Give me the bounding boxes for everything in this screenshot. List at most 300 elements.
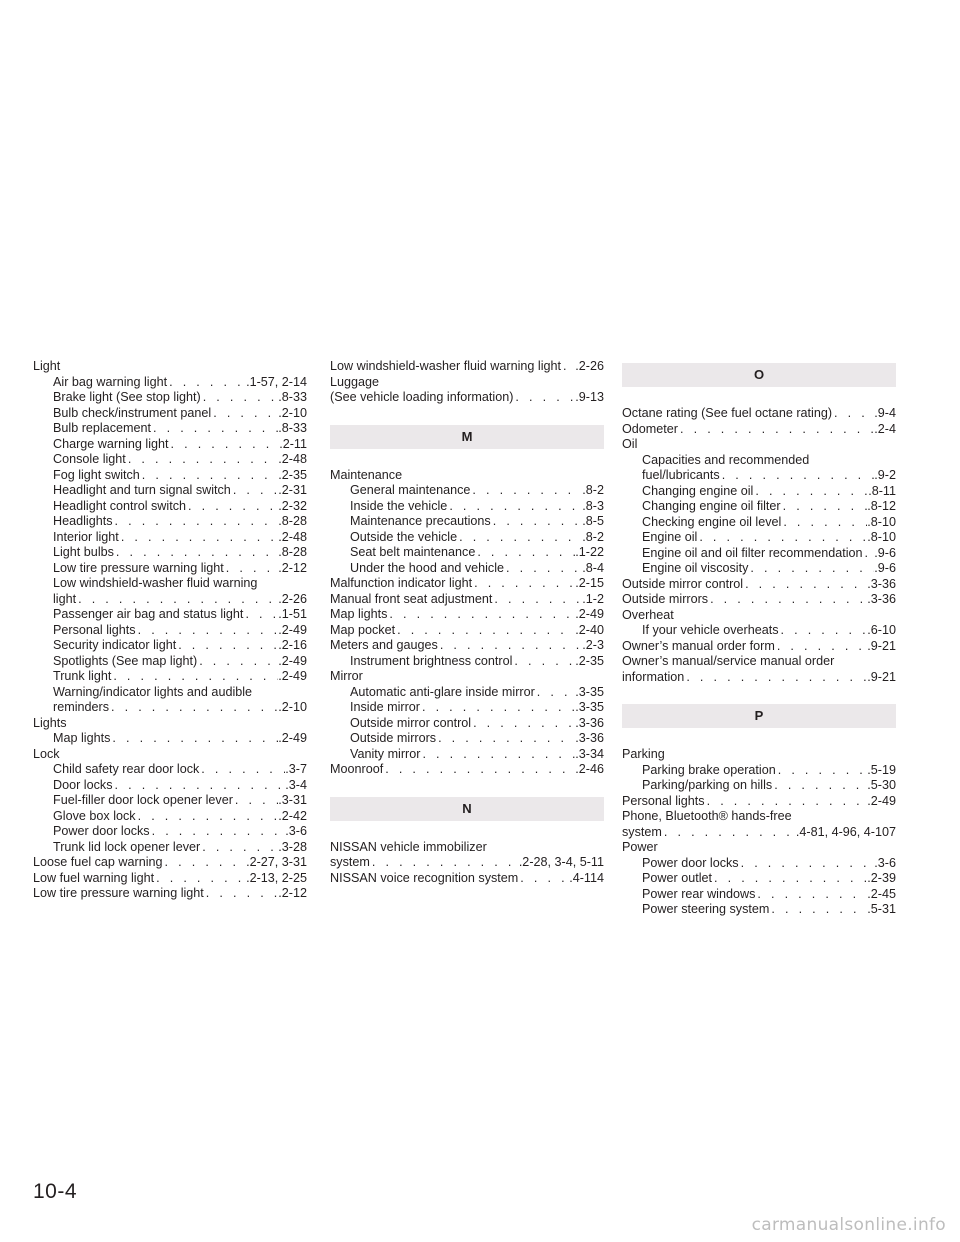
dot-leader bbox=[535, 685, 576, 701]
index-subentry bbox=[622, 530, 896, 546]
dot-leader bbox=[110, 731, 278, 747]
dot-leader bbox=[769, 902, 867, 918]
entry-term: Instrument brightness control bbox=[350, 653, 513, 668]
dot-leader bbox=[447, 499, 582, 515]
entry-page-ref: .2-27, 3-31 bbox=[246, 855, 307, 869]
index-column-1 bbox=[33, 359, 307, 902]
entry-term: Map pocket bbox=[330, 622, 396, 637]
index-subentry bbox=[330, 685, 604, 701]
entry-page-ref: .2-4 bbox=[874, 421, 896, 436]
entry-term: Interior light bbox=[53, 529, 119, 544]
index-subentry bbox=[330, 530, 604, 546]
entry-page-ref: .8-10 bbox=[867, 514, 896, 529]
index-entry bbox=[330, 638, 604, 654]
dot-leader bbox=[781, 515, 867, 531]
entry-page-ref: .9-13 bbox=[575, 390, 604, 404]
entry-page-ref: .3-34 bbox=[575, 746, 604, 761]
dot-leader bbox=[113, 778, 286, 794]
entry-page-ref: .8-28 bbox=[278, 514, 307, 528]
dot-leader bbox=[151, 421, 278, 437]
section-header-n: N bbox=[330, 797, 604, 821]
entry-page-ref: .8-2 bbox=[582, 483, 604, 497]
entry-term: Owner’s manual order form bbox=[622, 638, 775, 653]
dot-leader bbox=[163, 855, 247, 871]
entry-term: Fog light switch bbox=[53, 467, 140, 482]
dot-leader bbox=[119, 530, 278, 546]
index-subentry bbox=[33, 499, 307, 515]
entry-page-ref: .3-36 bbox=[867, 576, 896, 591]
entry-term: light bbox=[53, 591, 77, 606]
index-subentry bbox=[622, 623, 896, 639]
index-subentry bbox=[33, 793, 307, 809]
entry-term: Inside the vehicle bbox=[350, 498, 448, 513]
index-subentry bbox=[33, 406, 307, 422]
index-entry bbox=[330, 623, 604, 639]
index-subentry bbox=[33, 421, 307, 437]
entry-page-ref: .2-12 bbox=[278, 560, 307, 575]
dot-leader bbox=[201, 390, 279, 406]
entry-term: Automatic anti-glare inside mirror bbox=[350, 684, 535, 699]
index-subentry bbox=[33, 545, 307, 561]
entry-term: Warning/indicator lights and audible bbox=[53, 684, 253, 699]
dot-leader bbox=[167, 375, 246, 391]
dot-leader bbox=[420, 700, 575, 716]
entry-page-ref: .2-32 bbox=[278, 498, 307, 513]
index-entry bbox=[622, 794, 896, 810]
section-header-m: M bbox=[330, 425, 604, 449]
dot-leader bbox=[109, 700, 278, 716]
index-subentry bbox=[622, 887, 896, 903]
dot-leader bbox=[126, 452, 278, 468]
index-entry bbox=[330, 592, 604, 608]
entry-page-ref: .2-10 bbox=[278, 405, 307, 420]
entry-term: Odometer bbox=[622, 421, 678, 436]
page-number: 10-4 bbox=[33, 1180, 78, 1203]
dot-leader bbox=[169, 437, 280, 453]
entry-term: Brake light (See stop light) bbox=[53, 390, 201, 404]
entry-page-ref: .2-49 bbox=[278, 731, 307, 745]
entry-page-ref: .2-39 bbox=[867, 871, 896, 885]
entry-term: Octane rating (See fuel octane rating) bbox=[622, 406, 833, 420]
dot-leader bbox=[136, 623, 279, 639]
entry-term: Personal lights bbox=[622, 793, 705, 808]
entry-page-ref: .3-36 bbox=[575, 715, 604, 730]
entry-term: information bbox=[622, 669, 685, 684]
entry-term: fuel/lubricants bbox=[642, 468, 720, 482]
entry-term: Seat belt maintenance bbox=[350, 545, 476, 559]
dot-leader bbox=[204, 886, 278, 902]
entry-term: Vanity mirror bbox=[350, 746, 421, 761]
entry-term: Outside mirrors bbox=[350, 731, 437, 745]
index-entry bbox=[622, 608, 896, 624]
entry-page-ref: .8-3 bbox=[582, 498, 604, 513]
entry-term: Oil bbox=[622, 437, 638, 451]
dot-leader bbox=[863, 546, 875, 562]
entry-page-ref: .8-28 bbox=[278, 545, 307, 559]
index-subentry bbox=[330, 561, 604, 577]
index-column-2 bbox=[330, 359, 604, 886]
entry-term: If your vehicle overheats bbox=[642, 623, 779, 637]
index-entry bbox=[33, 747, 307, 763]
dot-leader bbox=[111, 669, 278, 685]
index-subentry bbox=[33, 809, 307, 825]
dot-leader bbox=[150, 824, 286, 840]
dot-leader bbox=[197, 654, 278, 670]
entry-term: NISSAN voice recognition system bbox=[330, 870, 519, 885]
index-entry bbox=[330, 855, 604, 871]
entry-page-ref: .2-49 bbox=[278, 653, 307, 668]
entry-term: Passenger air bag and status light bbox=[53, 607, 244, 621]
entry-page-ref: .3-28 bbox=[278, 839, 307, 854]
entry-page-ref: .4-81, 4-96, 4-107 bbox=[795, 824, 896, 839]
entry-page-ref: .8-5 bbox=[582, 514, 604, 528]
index-entry bbox=[622, 577, 896, 593]
entry-term: Charge warning light bbox=[53, 436, 169, 451]
dot-leader bbox=[504, 561, 582, 577]
index-entry bbox=[622, 840, 896, 856]
index-subentry bbox=[622, 499, 896, 515]
entry-term: system bbox=[622, 824, 662, 839]
index-subentry bbox=[33, 530, 307, 546]
index-entry bbox=[622, 825, 896, 841]
entry-term: Map lights bbox=[330, 607, 388, 621]
index-subentry bbox=[330, 545, 604, 561]
index-subentry bbox=[33, 468, 307, 484]
index-entry bbox=[622, 747, 896, 763]
dot-leader bbox=[472, 576, 575, 592]
index-entry bbox=[622, 592, 896, 608]
entry-page-ref: .3-7 bbox=[285, 762, 307, 776]
entry-page-ref: .2-11 bbox=[279, 436, 307, 451]
entry-term: Door locks bbox=[53, 777, 113, 792]
entry-page-ref: .5-19 bbox=[867, 762, 896, 777]
entry-page-ref: .1-22 bbox=[575, 545, 604, 559]
index-entry bbox=[330, 576, 604, 592]
entry-term: Checking engine oil level bbox=[642, 514, 782, 529]
entry-page-ref: .6-10 bbox=[867, 623, 896, 637]
index-subentry bbox=[33, 437, 307, 453]
entry-term: Power door locks bbox=[53, 824, 150, 838]
index-subentry bbox=[33, 685, 307, 701]
dot-leader bbox=[708, 592, 867, 608]
index-column-3 bbox=[622, 359, 896, 918]
entry-term: Parking brake operation bbox=[642, 762, 776, 777]
entry-page-ref: .2-35 bbox=[575, 653, 604, 668]
index-subentry bbox=[33, 731, 307, 747]
entry-term: Child safety rear door lock bbox=[53, 762, 200, 776]
index-subentry bbox=[622, 515, 896, 531]
index-entry bbox=[622, 437, 896, 453]
entry-page-ref: .8-12 bbox=[867, 499, 896, 513]
dot-leader bbox=[743, 577, 867, 593]
entry-term: Light bulbs bbox=[53, 545, 114, 559]
entry-page-ref: .2-26 bbox=[278, 591, 307, 606]
entry-page-ref: .8-33 bbox=[278, 390, 307, 404]
entry-term: Maintenance bbox=[330, 467, 403, 482]
entry-page-ref: .2-46 bbox=[575, 762, 604, 776]
dot-leader bbox=[684, 670, 867, 686]
entry-term: Fuel-filler door lock opener lever bbox=[53, 793, 233, 807]
index-subentry bbox=[33, 654, 307, 670]
dot-leader bbox=[457, 530, 582, 546]
entry-page-ref: .2-13, 2-25 bbox=[246, 870, 307, 885]
entry-page-ref: .9-2 bbox=[874, 468, 896, 482]
entry-page-ref: .9-6 bbox=[874, 545, 896, 560]
entry-term: Low windshield-washer fluid warning bbox=[53, 576, 258, 590]
index-subentry bbox=[33, 576, 307, 592]
entry-page-ref: .2-15 bbox=[575, 576, 604, 590]
entry-term: NISSAN vehicle immobilizer bbox=[330, 839, 487, 854]
index-subentry bbox=[622, 902, 896, 918]
entry-term: Manual front seat adjustment bbox=[330, 591, 493, 606]
dot-leader bbox=[697, 530, 867, 546]
entry-term: reminders bbox=[53, 700, 109, 714]
entry-page-ref: .2-48 bbox=[278, 452, 307, 466]
entry-page-ref: .2-16 bbox=[278, 638, 307, 652]
index-subentry bbox=[33, 607, 307, 623]
dot-leader bbox=[705, 794, 868, 810]
entry-term: Power door locks bbox=[642, 855, 739, 870]
entry-term: Low windshield-washer fluid warning light bbox=[330, 359, 562, 373]
entry-term: Spotlights (See map light) bbox=[53, 653, 198, 668]
entry-term: Overheat bbox=[622, 607, 674, 622]
entry-term: Air bag warning light bbox=[53, 374, 168, 389]
entry-page-ref: .3-36 bbox=[867, 592, 896, 606]
dot-leader bbox=[712, 871, 867, 887]
entry-term: Outside the vehicle bbox=[350, 529, 458, 544]
entry-term: Personal lights bbox=[53, 622, 136, 637]
entry-term: Trunk lid lock opener lever bbox=[53, 839, 201, 854]
index-entry bbox=[622, 670, 896, 686]
index-entry bbox=[622, 406, 896, 422]
entry-term: Loose fuel cap warning bbox=[33, 855, 163, 869]
entry-term: Console light bbox=[53, 452, 126, 466]
index-subentry bbox=[33, 592, 307, 608]
entry-page-ref: .2-40 bbox=[575, 622, 604, 637]
dot-leader bbox=[518, 871, 569, 887]
entry-term: Headlight and turn signal switch bbox=[53, 483, 231, 497]
entry-term: Maintenance precautions bbox=[350, 514, 491, 528]
entry-term: Luggage bbox=[330, 374, 380, 389]
index-subentry bbox=[622, 484, 896, 500]
index-entry bbox=[330, 607, 604, 623]
index-entry bbox=[330, 375, 604, 391]
index-subentry bbox=[33, 483, 307, 499]
entry-page-ref: .9-21 bbox=[867, 669, 896, 684]
dot-leader bbox=[231, 483, 278, 499]
entry-page-ref: .1-51 bbox=[278, 607, 307, 621]
index-subentry bbox=[33, 452, 307, 468]
entry-page-ref: .2-3 bbox=[582, 638, 604, 652]
index-subentry bbox=[330, 747, 604, 763]
index-entry bbox=[622, 639, 896, 655]
entry-page-ref: .1-57, 2-14 bbox=[246, 374, 307, 389]
entry-term: Engine oil bbox=[642, 530, 698, 544]
index-entry bbox=[330, 669, 604, 685]
entry-term: Engine oil and oil filter recommendation bbox=[642, 545, 863, 560]
dot-leader bbox=[776, 763, 868, 779]
entry-page-ref: .2-49 bbox=[575, 607, 604, 621]
dot-leader bbox=[387, 607, 575, 623]
entry-term: Parking/parking on hills bbox=[642, 778, 773, 792]
index-subentry bbox=[622, 468, 896, 484]
section-header-p: P bbox=[622, 704, 896, 728]
index-subentry bbox=[330, 731, 604, 747]
entry-page-ref: .2-48 bbox=[278, 529, 307, 544]
index-entry bbox=[33, 359, 307, 375]
index-subentry bbox=[33, 390, 307, 406]
entry-term: Changing engine oil filter bbox=[642, 499, 781, 513]
index-subentry bbox=[33, 375, 307, 391]
index-entry bbox=[33, 886, 307, 902]
entry-term: Capacities and recommended bbox=[642, 452, 810, 467]
dot-leader bbox=[224, 561, 278, 577]
index-entry bbox=[330, 840, 604, 856]
entry-page-ref: .3-6 bbox=[874, 855, 896, 870]
entry-page-ref: .5-30 bbox=[867, 778, 896, 792]
dot-leader bbox=[370, 855, 519, 871]
dot-leader bbox=[781, 499, 868, 515]
dot-leader bbox=[720, 468, 875, 484]
index-subentry bbox=[622, 561, 896, 577]
dot-leader bbox=[492, 592, 582, 608]
dot-leader bbox=[475, 545, 575, 561]
entry-term: Changing engine oil bbox=[642, 483, 754, 498]
dot-leader bbox=[438, 638, 582, 654]
entry-page-ref: .2-35 bbox=[278, 467, 307, 482]
index-subentry bbox=[330, 499, 604, 515]
entry-page-ref: .3-35 bbox=[575, 684, 604, 699]
dot-leader bbox=[420, 747, 575, 763]
entry-page-ref: .2-49 bbox=[867, 793, 896, 808]
entry-term: Phone, Bluetooth® hands-free bbox=[622, 809, 792, 823]
entry-page-ref: .2-10 bbox=[278, 700, 307, 714]
dot-leader bbox=[233, 793, 278, 809]
dot-leader bbox=[114, 545, 278, 561]
entry-page-ref: .3-35 bbox=[575, 700, 604, 714]
index-subentry bbox=[33, 700, 307, 716]
index-subentry bbox=[330, 514, 604, 530]
dot-leader bbox=[76, 592, 278, 608]
entry-page-ref: .8-11 bbox=[868, 483, 896, 498]
entry-page-ref: .5-31 bbox=[867, 902, 896, 916]
dot-leader bbox=[176, 638, 278, 654]
index-entry bbox=[33, 871, 307, 887]
entry-term: Lock bbox=[33, 746, 60, 761]
dot-leader bbox=[561, 359, 575, 375]
entry-term: General maintenance bbox=[350, 483, 471, 497]
entry-term: Parking bbox=[622, 747, 665, 761]
entry-page-ref: .2-49 bbox=[278, 669, 307, 683]
index-entry bbox=[622, 654, 896, 670]
dot-leader bbox=[775, 639, 867, 655]
index-entry bbox=[33, 855, 307, 871]
entry-term: system bbox=[330, 855, 370, 869]
entry-page-ref: .8-10 bbox=[867, 530, 896, 544]
entry-page-ref: .3-6 bbox=[285, 824, 307, 838]
dot-leader bbox=[748, 561, 874, 577]
entry-term: Power outlet bbox=[642, 871, 713, 885]
entry-term: Power bbox=[622, 840, 658, 854]
entry-term: Power rear windows bbox=[642, 886, 756, 901]
index-subentry bbox=[33, 840, 307, 856]
entry-term: Security indicator light bbox=[53, 638, 177, 652]
dot-leader bbox=[491, 514, 583, 530]
entry-term: Inside mirror bbox=[350, 700, 420, 714]
entry-term: Bulb check/instrument panel bbox=[53, 405, 212, 420]
dot-leader bbox=[211, 406, 278, 422]
entry-term: Malfunction indicator light bbox=[330, 576, 473, 590]
index-subentry bbox=[33, 623, 307, 639]
index-subentry bbox=[33, 638, 307, 654]
index-subentry bbox=[330, 654, 604, 670]
dot-leader bbox=[678, 422, 874, 438]
entry-page-ref: .8-4 bbox=[582, 560, 604, 575]
index-subentry bbox=[622, 453, 896, 469]
index-subentry bbox=[330, 483, 604, 499]
entry-term: Engine oil viscosity bbox=[642, 561, 749, 575]
entry-term: (See vehicle loading information) bbox=[330, 390, 514, 404]
dot-leader bbox=[395, 623, 575, 639]
entry-term: Low fuel warning light bbox=[33, 870, 155, 885]
index-subentry bbox=[33, 514, 307, 530]
index-entry bbox=[622, 809, 896, 825]
entry-term: Outside mirror control bbox=[350, 715, 472, 730]
index-entry bbox=[330, 359, 604, 375]
entry-page-ref: .2-26 bbox=[575, 359, 604, 373]
entry-term: Bulb replacement bbox=[53, 421, 152, 435]
entry-term: Trunk light bbox=[53, 669, 112, 683]
entry-term: Low tire pressure warning light bbox=[33, 886, 204, 900]
index-subentry bbox=[33, 762, 307, 778]
index-subentry bbox=[622, 871, 896, 887]
entry-term: Low tire pressure warning light bbox=[53, 560, 224, 575]
index-entry bbox=[33, 716, 307, 732]
dot-leader bbox=[513, 390, 575, 406]
index-subentry bbox=[622, 778, 896, 794]
dot-leader bbox=[154, 871, 246, 887]
section-header-o: O bbox=[622, 363, 896, 387]
entry-page-ref: .4-114 bbox=[569, 870, 604, 885]
dot-leader bbox=[662, 825, 796, 841]
index-subentry bbox=[33, 778, 307, 794]
dot-leader bbox=[113, 514, 279, 530]
dot-leader bbox=[739, 856, 875, 872]
entry-term: Power steering system bbox=[642, 902, 770, 916]
entry-term: Outside mirrors bbox=[622, 592, 709, 606]
entry-term: Under the hood and vehicle bbox=[350, 560, 505, 575]
index-subentry bbox=[33, 561, 307, 577]
dot-leader bbox=[755, 887, 867, 903]
index-subentry bbox=[330, 700, 604, 716]
dot-leader bbox=[772, 778, 867, 794]
index-subentry bbox=[622, 763, 896, 779]
entry-page-ref: .9-4 bbox=[874, 406, 896, 420]
dot-leader bbox=[199, 762, 285, 778]
dot-leader bbox=[471, 716, 575, 732]
entry-page-ref: .2-49 bbox=[278, 622, 307, 637]
dot-leader bbox=[200, 840, 278, 856]
index-entry bbox=[330, 468, 604, 484]
entry-page-ref: .8-33 bbox=[278, 421, 307, 435]
entry-term: Meters and gauges bbox=[330, 638, 438, 652]
index-entry bbox=[330, 390, 604, 406]
entry-term: Map lights bbox=[53, 731, 111, 745]
entry-term: Headlights bbox=[53, 514, 113, 528]
entry-page-ref: .9-6 bbox=[874, 561, 896, 575]
dot-leader bbox=[779, 623, 868, 639]
dot-leader bbox=[186, 499, 278, 515]
